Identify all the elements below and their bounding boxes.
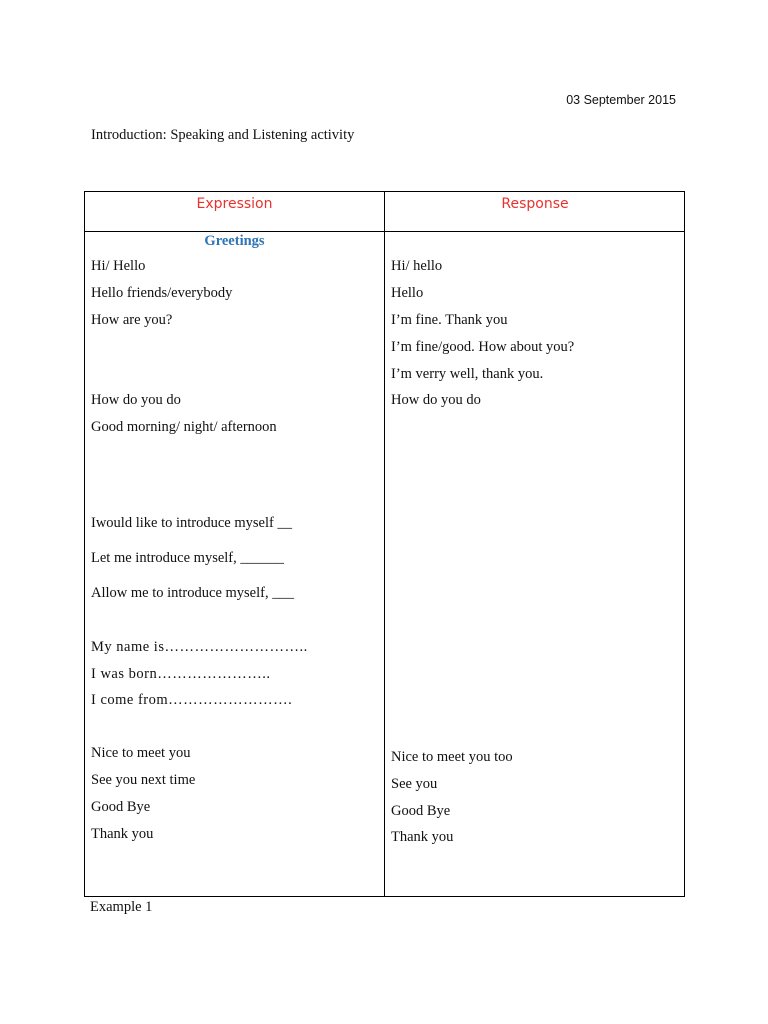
expression-item: Nice to meet you xyxy=(91,745,191,761)
expression-item: Iwould like to introduce myself __ xyxy=(91,515,292,531)
column-divider xyxy=(384,192,385,896)
header-divider xyxy=(85,231,684,232)
expression-item: Good morning/ night/ afternoon xyxy=(91,419,277,435)
response-item: I’m fine. Thank you xyxy=(391,312,508,328)
expression-item: Thank you xyxy=(91,826,154,842)
expression-item: How do you do xyxy=(91,392,181,408)
response-item: Good Bye xyxy=(391,803,451,819)
response-item: I’m verry well, thank you. xyxy=(391,366,544,382)
expression-item: How are you? xyxy=(91,312,173,328)
date: 03 September 2015 xyxy=(566,93,676,107)
expression-item: Let me introduce myself, ______ xyxy=(91,550,284,566)
response-item: Hello xyxy=(391,285,424,301)
expression-item: Hi/ Hello xyxy=(91,258,146,274)
expression-item: My name is……………………….. xyxy=(91,639,308,655)
header-response: Response xyxy=(501,196,569,212)
expression-item: Allow me to introduce myself, ___ xyxy=(91,585,294,601)
response-item: Hi/ hello xyxy=(391,258,443,274)
expression-item: I was born………………….. xyxy=(91,666,271,682)
example-caption: Example 1 xyxy=(90,899,153,915)
expression-item: Hello friends/everybody xyxy=(91,285,233,301)
response-item: How do you do xyxy=(391,392,481,408)
expression-item: See you next time xyxy=(91,772,196,788)
expression-item: I come from……………………. xyxy=(91,692,293,708)
response-item: Nice to meet you too xyxy=(391,749,513,765)
header-expression: Expression xyxy=(196,196,273,212)
expression-table xyxy=(84,191,685,897)
response-item: See you xyxy=(391,776,438,792)
section-greetings: Greetings xyxy=(204,233,265,249)
intro-heading: Introduction: Speaking and Listening activity xyxy=(91,127,355,143)
response-item: I’m fine/good. How about you? xyxy=(391,339,575,355)
expression-item: Good Bye xyxy=(91,799,151,815)
response-item: Thank you xyxy=(391,829,454,845)
